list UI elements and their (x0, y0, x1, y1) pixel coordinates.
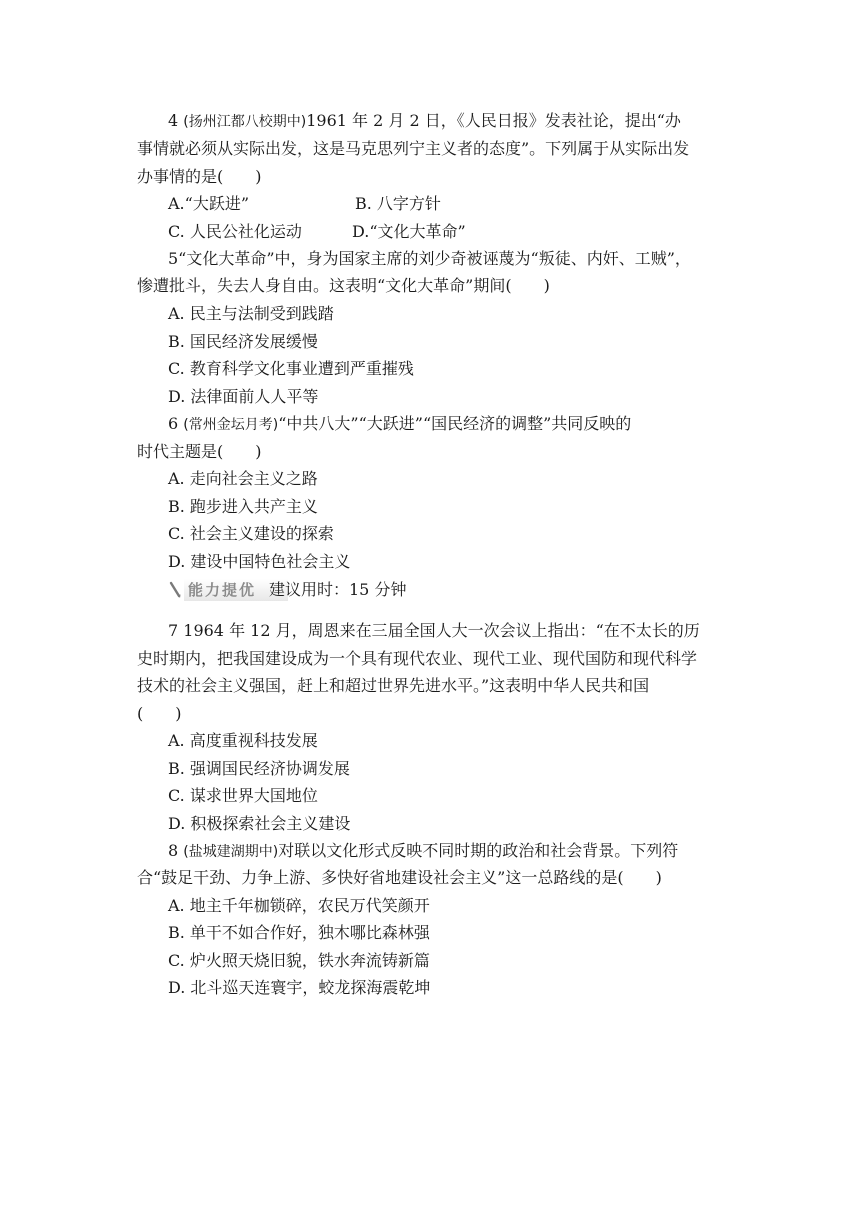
q5-option-d: D. 法律面前人人平等 (168, 387, 319, 406)
q6-option-a: A. 走向社会主义之路 (168, 469, 318, 488)
q4-line1 (168, 110, 681, 132)
q8-option-d: D. 北斗巡天连寰宇，蛟龙探海震乾坤 (168, 978, 431, 997)
section-label: 能力提优 (184, 579, 288, 601)
q7-line3: 技术的社会主义强国，赶上和超过世界先进水平。”这表明中华人民共和国 (137, 676, 650, 695)
q5-line2: 惨遭批斗，失去人身自由。这表明“文化大革命”期间( ) (137, 276, 550, 295)
q4-options-row2 (0, 221, 868, 243)
q7-option-c: C. 谋求世界大国地位 (168, 786, 318, 805)
q8-source: (盐城建湖期中) (183, 844, 279, 860)
q6-option-d: D. 建设中国特色社会主义 (168, 552, 351, 571)
q4-source: (扬州江都八校期中) (183, 114, 307, 130)
pencil-icon (168, 581, 182, 599)
q8-option-b: B. 单干不如合作好，独木哪比森林强 (168, 923, 430, 942)
q8-option-a: A. 地主千年枷锁碎，农民万代笑颜开 (168, 896, 430, 915)
q6-number: 6 (168, 414, 179, 433)
q4-text-1: 1961 年 2 月 2 日，《人民日报》发表社论，提出“办 (306, 111, 681, 130)
q4-option-c: C. 人民公社化运动 (168, 222, 302, 241)
q8-line2: 合“鼓足干劲、力争上游、多快好省地建设社会主义”这一总路线的是( ) (137, 868, 662, 887)
q7-line2: 史时期内，把我国建设成为一个具有现代农业、现代工业、现代国防和现代科学 (137, 649, 698, 668)
q7-option-d: D. 积极探索社会主义建设 (168, 814, 351, 833)
q5-line1: 5“文化大革命”中，身为国家主席的刘少奇被诬蔑为“叛徒、内奸、工贼”， (168, 249, 691, 268)
q4-options-row1 (0, 193, 868, 215)
q7-line4: ( ) (137, 704, 182, 723)
q6-source: (常州金坛月考) (183, 417, 279, 433)
q4-option-b: B. 八字方针 (355, 194, 441, 213)
q8-line1 (168, 840, 678, 862)
q4-option-a: A.“大跃进” (168, 194, 250, 213)
q7-option-a: A. 高度重视科技发展 (168, 731, 318, 750)
q8-number: 8 (168, 841, 179, 860)
q6-option-c: C. 社会主义建设的探索 (168, 524, 334, 543)
q4-number: 4 (168, 111, 179, 130)
q6-line1 (168, 413, 631, 435)
q6-option-b: B. 跑步进入共产主义 (168, 497, 318, 516)
q8-option-c: C. 炉火照天烧旧貌，铁水奔流铸新篇 (168, 951, 430, 970)
q5-option-c: C. 教育科学文化事业遭到严重摧残 (168, 359, 414, 378)
q6-line2: 时代主题是( ) (137, 442, 262, 461)
q5-option-b: B. 国民经济发展缓慢 (168, 332, 318, 351)
q8-text-1: 对联以文化形式反映不同时期的政治和社会背景。下列符 (278, 841, 679, 860)
q4-line2: 事情就必须从实际出发，这是马克思列宁主义者的态度”。下列属于从实际出发 (137, 139, 690, 158)
q5-option-a: A. 民主与法制受到践踏 (168, 304, 334, 323)
q4-line3: 办事情的是( ) (137, 167, 262, 186)
q6-text-1: “中共八大”“大跃进”“国民经济的调整”共同反映的 (278, 414, 632, 433)
q4-option-d: D.“文化大革命” (352, 222, 466, 241)
q7-option-b: B. 强调国民经济协调发展 (168, 759, 350, 778)
q7-line1: 7 1964 年 12 月，周恩来在三届全国人大一次会议上指出：“在不太长的历 (168, 621, 700, 640)
suggested-time: 建议用时：15 分钟 (269, 580, 407, 599)
